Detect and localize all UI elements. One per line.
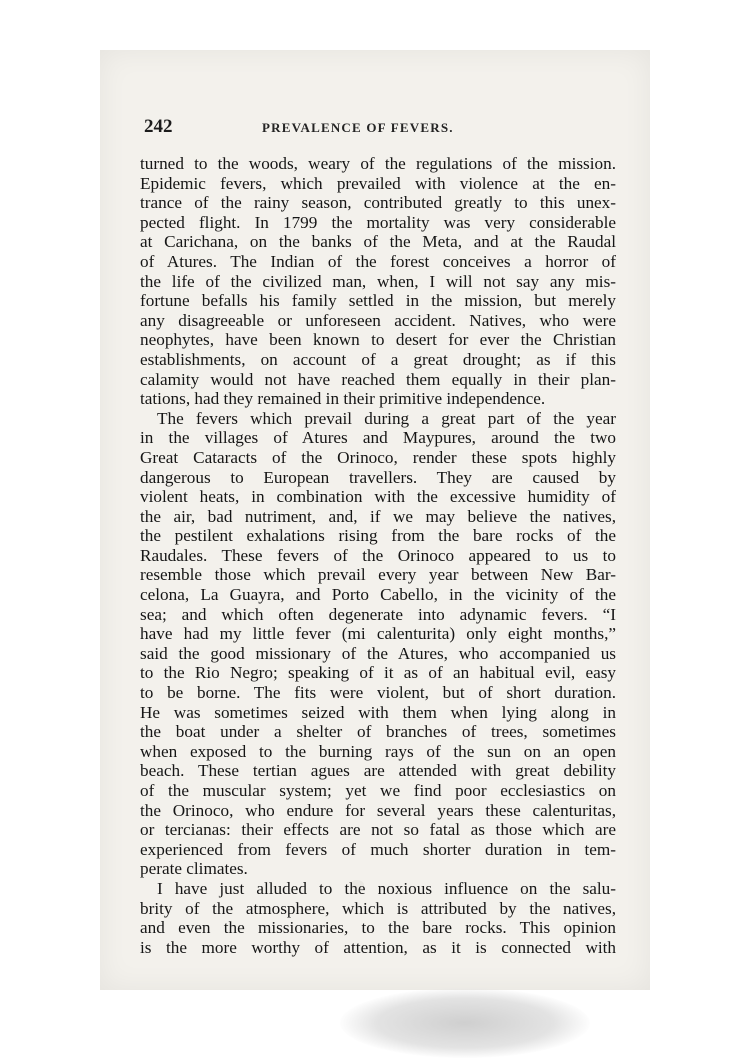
text-line: any disagreeable or unforeseen accident. Natives, who were	[140, 310, 616, 330]
text-line: beach. These tertian agues are attended with great debility	[140, 761, 616, 781]
text-line: and even the missionaries, to the bare rocks. This opinion	[140, 918, 616, 938]
text-line: tations, had they remained in their primitive independence.	[140, 389, 546, 409]
text-line: establishments, on account of a great drought; as if this	[140, 349, 616, 369]
text-line: perate climates.	[140, 859, 248, 879]
text-line: pected flight. In 1799 the mortality was very considerable	[140, 212, 616, 232]
text-line: I have just alluded to the noxious influence on the salu-	[157, 878, 616, 898]
text-line: resemble those which prevail every year between New Bar-	[140, 565, 616, 585]
text-line: fortune befalls his family settled in the mission, but merely	[140, 291, 616, 311]
text-line: said the good missionary of the Atures, who accompanied us	[140, 643, 616, 663]
text-line: is the more worthy of attention, as it is connected with	[140, 937, 616, 957]
paper-smudge	[350, 880, 364, 890]
text-line: Raudales. These fevers of the Orinoco appeared to us to	[140, 545, 616, 565]
text-line: dangerous to European travellers. They are caused by	[140, 467, 616, 487]
text-line: violent heats, in combination with the excessive humidity of	[140, 487, 616, 507]
body-text	[140, 154, 616, 957]
text-line: in the villages of Atures and Maypures, around the two	[140, 428, 616, 448]
running-title: PREVALENCE OF FEVERS.	[262, 120, 454, 135]
text-line: The fevers which prevail during a great part of the year	[157, 408, 616, 428]
text-line: sea; and which often degenerate into adynamic fevers. “I	[140, 604, 616, 624]
text-line: neophytes, have been known to desert for ever the Christian	[140, 330, 616, 350]
text-line: the pestilent exhalations rising from the bare rocks of the	[140, 526, 616, 546]
text-line: the air, bad nutriment, and, if we may believe the natives,	[140, 506, 616, 526]
text-line: have had my little fever (mi calenturita) only eight months,”	[140, 624, 616, 644]
text-line: turned to the woods, weary of the regulations of the mission.	[140, 154, 616, 173]
text-line: experienced from fevers of much shorter duration in tem-	[140, 839, 616, 859]
text-line: the boat under a shelter of branches of trees, sometimes	[140, 722, 616, 742]
text-line: celona, La Guayra, and Porto Cabello, in the vicinity of the	[140, 585, 616, 605]
text-line: to the Rio Negro; speaking of it as of an habitual evil, easy	[140, 663, 616, 683]
page-header	[144, 116, 614, 142]
text-line: at Carichana, on the banks of the Meta, and at the Raudal	[140, 232, 616, 252]
text-line: or tercianas: their effects are not so fatal as those which are	[140, 820, 616, 840]
text-line: the life of the civilized man, when, I will not say any mis-	[140, 271, 616, 291]
text-line: of Atures. The Indian of the forest conceives a horror of	[140, 251, 616, 271]
text-line: Great Cataracts of the Orinoco, render these spots highly	[140, 447, 616, 467]
book-page	[100, 50, 650, 990]
text-line: Epidemic fevers, which prevailed with violence at the en-	[140, 173, 616, 193]
text-line: calamity would not have reached them equally in their plan-	[140, 369, 616, 389]
thumb-shadow	[340, 988, 590, 1058]
text-line: the Orinoco, who endure for several years these calenturitas,	[140, 800, 616, 820]
text-line: brity of the atmosphere, which is attributed by the natives,	[140, 898, 616, 918]
text-line: He was sometimes seized with them when lying along in	[140, 702, 616, 722]
text-line: of the muscular system; yet we find poor ecclesiastics on	[140, 781, 616, 800]
page-number: 242	[144, 116, 173, 137]
text-line: to be borne. The fits were violent, but of short duration.	[140, 683, 616, 703]
text-line: when exposed to the burning rays of the sun on an open	[140, 741, 616, 761]
text-line: trance of the rainy season, contributed greatly to this unex-	[140, 193, 616, 213]
